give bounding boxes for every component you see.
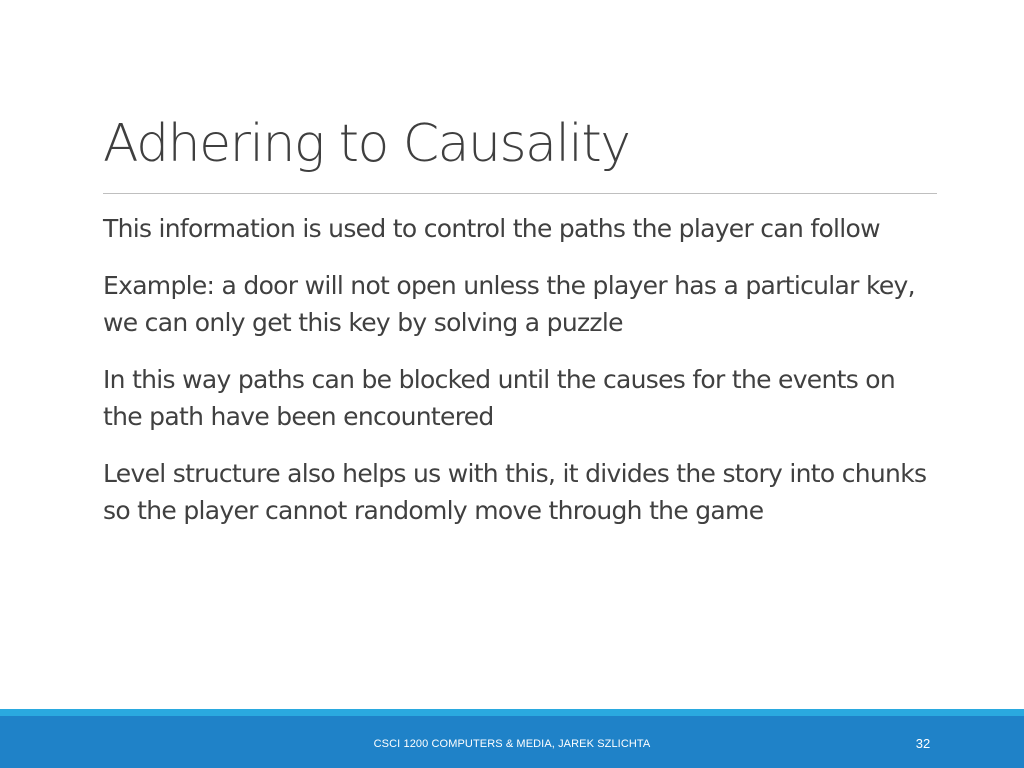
title-divider <box>103 193 937 194</box>
footer-accent-stripe <box>0 709 1024 716</box>
slide-footer <box>0 716 1024 768</box>
body-paragraph: This information is used to control the paths the player can follow <box>103 214 880 243</box>
body-paragraph: In this way paths can be blocked until the causes for the events on the path have been encountered <box>103 365 896 431</box>
body-paragraph: Example: a door will not open unless the player has a particular key, we can only get this key by solving a puzzle <box>103 271 915 337</box>
slide-body <box>103 210 933 549</box>
slide-number: 32 <box>915 736 931 751</box>
body-paragraph: Level structure also helps us with this, it divides the story into chunks so the player cannot randomly move through the game <box>103 459 927 525</box>
footer-course-label: CSCI 1200 COMPUTERS & MEDIA, JAREK SZLICHTA <box>373 738 651 750</box>
slide-title: Adhering to Causality <box>103 114 630 174</box>
